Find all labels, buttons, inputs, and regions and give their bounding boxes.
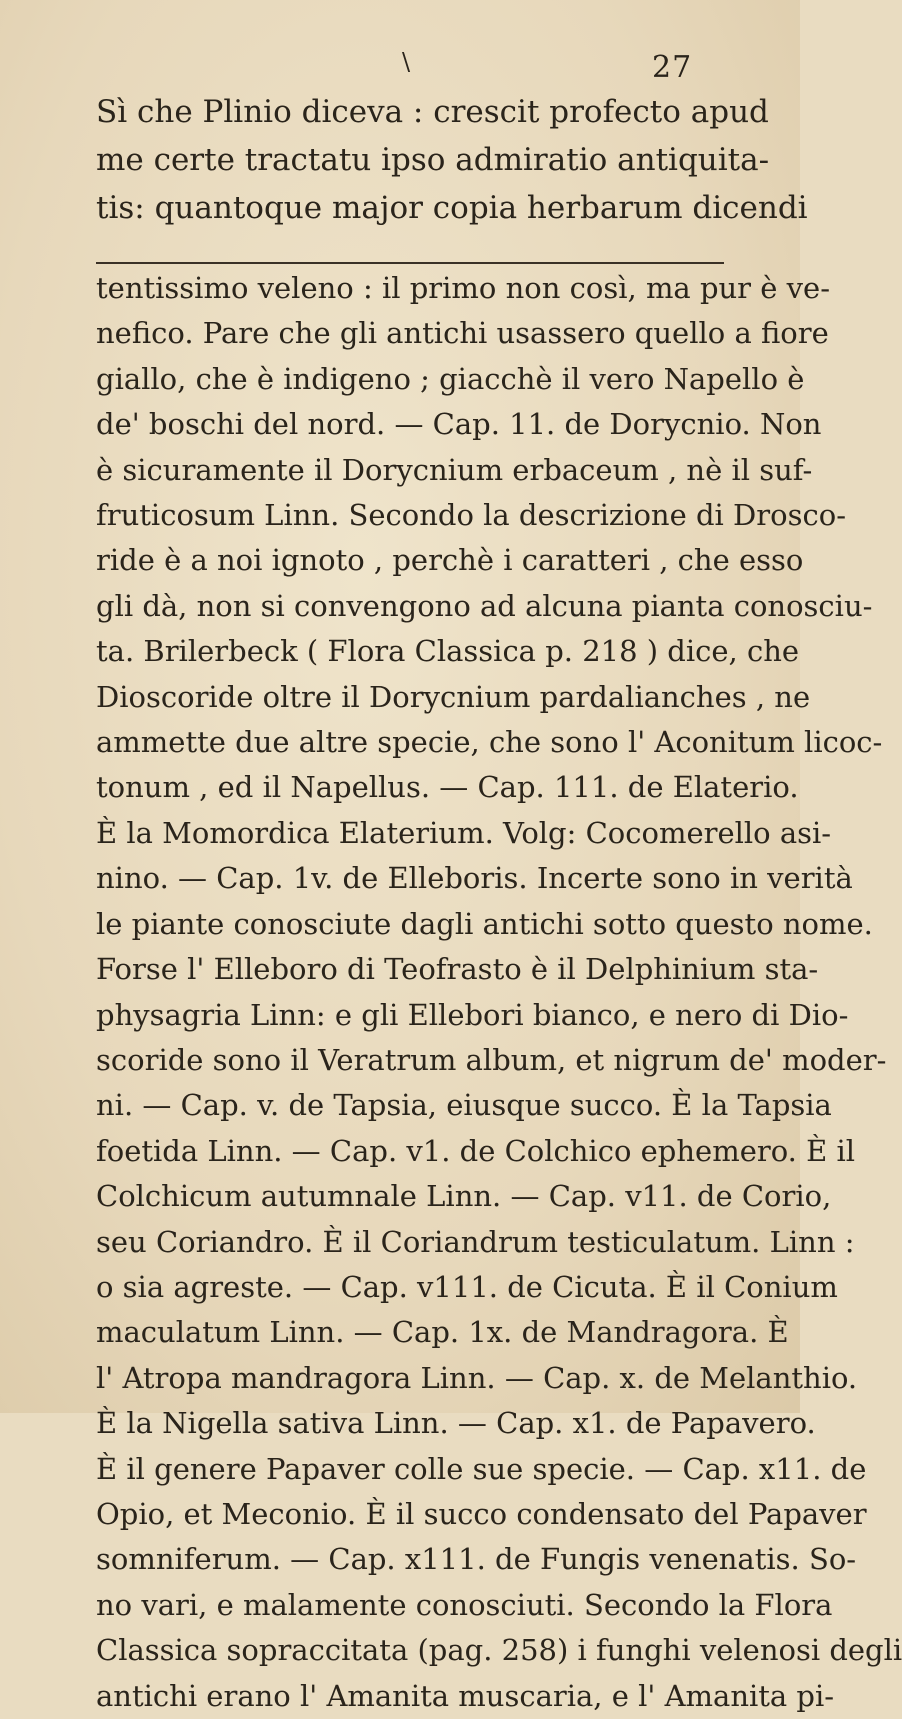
body-line: o sia agreste. — Cap. v111. de Cicuta. È il Conium [96, 1269, 838, 1304]
top-line: tis: quantoque major copia herbarum dicendi [96, 190, 808, 226]
body-line: antichi erano l' Amanita muscaria, e l' Amanita pi- [96, 1678, 835, 1713]
body-line: nino. — Cap. 1v. de Elleboris. Incerte sono in verità [96, 861, 853, 896]
body-line: seu Coriandro. È il Coriandrum testiculatum. Linn : [96, 1224, 855, 1259]
body-line: de' boschi del nord. — Cap. 11. de Dorycnio. Non [96, 407, 822, 442]
body-line: ta. Brilerbeck ( Flora Classica p. 218 ) dice, che [96, 634, 800, 669]
body-line: Opio, et Meconio. È il succo condensato del Papaver [96, 1496, 867, 1531]
body-line: giallo, che è indigeno ; giacchè il vero Napello è [96, 361, 805, 396]
top-text-block [96, 88, 808, 232]
body-line: le piante conosciute dagli antichi sotto questo nome. [96, 906, 873, 941]
body-line: scoride sono il Veratrum album, et nigrum de' moder- [96, 1042, 887, 1077]
body-line: tentissimo veleno : il primo non così, ma pur è ve- [96, 271, 830, 305]
body-line: fruticosum Linn. Secondo la descrizione di Drosco- [96, 498, 847, 533]
body-line: nefico. Pare che gli antichi usassero quello a fiore [96, 316, 829, 351]
body-line: È la Momordica Elaterium. Volg: Cocomerello asi- [96, 815, 832, 850]
page-number: 27 [652, 50, 693, 85]
body-line: ride è a noi ignoto , perchè i caratteri , che esso [96, 543, 804, 578]
body-line: È il genere Papaver colle sue specie. — Cap. x11. de [96, 1451, 867, 1486]
top-line: Sì che Plinio diceva : crescit profecto apud [96, 94, 769, 130]
body-line: Colchicum autumnale Linn. — Cap. v11. de Corio, [96, 1179, 832, 1214]
body-line: ammette due altre specie, che sono l' Aconitum licoc- [96, 725, 883, 760]
body-line: l' Atropa mandragora Linn. — Cap. x. de Melanthio. [96, 1360, 858, 1395]
body-line: Classica sopraccitata (pag. 258) i funghi velenosi degli [96, 1633, 902, 1668]
body-line: physagria Linn: e gli Ellebori bianco, e nero di Dio- [96, 997, 849, 1032]
body-line: Forse l' Elleboro di Teofrasto è il Delphinium sta- [96, 952, 819, 987]
body-line: maculatum Linn. — Cap. 1x. de Mandragora. È [96, 1315, 789, 1350]
page-mark: \ [402, 48, 411, 76]
body-line: ni. — Cap. v. de Tapsia, eiusque succo. È la Tapsia [96, 1088, 832, 1123]
body-line: foetida Linn. — Cap. v1. de Colchico ephemero. È il [96, 1133, 856, 1168]
body-line: no vari, e malamente conosciuti. Secondo la Flora [96, 1587, 833, 1622]
body-line: tonum , ed il Napellus. — Cap. 111. de Elaterio. [96, 770, 799, 805]
section-divider [96, 262, 724, 264]
top-line: me certe tractatu ipso admiratio antiquita- [96, 142, 770, 178]
body-line: È la Nigella sativa Linn. — Cap. x1. de Papavero. [96, 1406, 816, 1441]
body-line: gli dà, non si convengono ad alcuna pianta conosciu- [96, 588, 873, 623]
body-text-block [96, 266, 902, 1719]
body-line: somniferum. — Cap. x111. de Fungis venenatis. So- [96, 1542, 857, 1577]
body-line: è sicuramente il Dorycnium erbaceum , nè il suf- [96, 452, 813, 487]
body-line: Dioscoride oltre il Dorycnium pardalianches , ne [96, 679, 811, 714]
